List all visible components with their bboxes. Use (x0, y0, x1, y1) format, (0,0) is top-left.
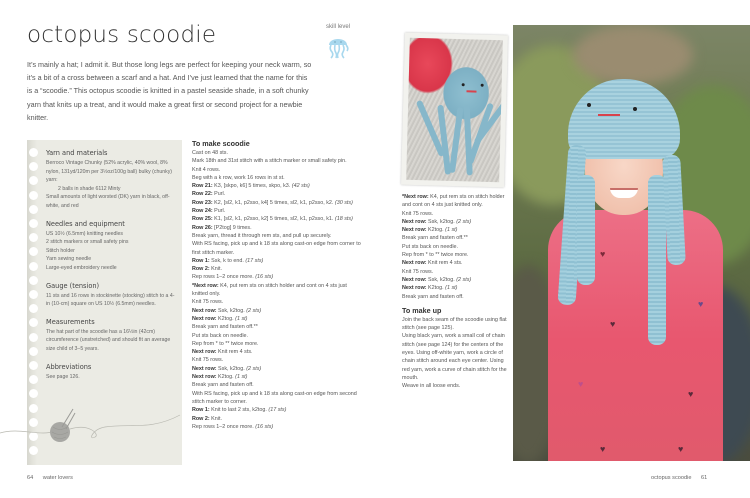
card-line: Large-eyed embroidery needle (46, 264, 117, 271)
pattern-line: Knit 75 rows. (192, 299, 224, 306)
make-up-heading: To make up (402, 305, 442, 315)
card-section-heading: Abbreviations (46, 362, 92, 371)
pattern-line: Next row: K2tog. (1 st) (192, 315, 248, 322)
intro-paragraph: It’s mainly a hat; I admit it. But those long legs are perfect for keeping your neck warm, so it’s a bit of a cross between a scarf and a hat. And I’ve just learned that the name for this is a “scoodie.” This octopus scoodie is knitted in a pastel seaside shade, in a soft chunky yarn that knits up a treat, and it would make a great first or second project for a newbie knitter. (27, 60, 312, 122)
card-line: The hat part of the scoodie has a 16½in (42cm) circumference (unstretched) and should fit an average size child of 3–5 years. (46, 328, 171, 352)
pattern-line: Break yarn and fasten off.** (402, 235, 468, 242)
binding-hole (29, 191, 38, 200)
pattern-line: With RS facing, pick up and k 18 sts along cast-on edge from second stitch marker to corner. (192, 390, 357, 405)
pattern-line: Beg with a k row, work 16 rows in st st. (192, 174, 285, 181)
binding-hole (29, 290, 38, 299)
binding-hole (29, 347, 38, 356)
pattern-line: Row 23: K2, [sl2, k1, p2sso, k4] 5 times, sl2, k1, p2sso, k2. (30 sts) (192, 199, 353, 206)
continued-lines (402, 193, 510, 301)
card-line: Berroco Vintage Chunky (52% acrylic, 40% wool, 8% nylon, 131yd/120m per 3½oz/100g ball) bulky (chunky) yarn: (46, 160, 173, 184)
pattern-line: Row 1: Ssk, k to end. (17 sts) (192, 257, 264, 264)
binding-hole (29, 148, 38, 157)
pattern-line: Put sts back on needle. (192, 332, 249, 339)
materials-content (46, 149, 178, 381)
pattern-line: Knit 75 rows. (192, 357, 224, 364)
left-page-number: 64 (27, 475, 34, 481)
raincoat: ♥ ♥ ♥ ♥ ♥ ♥ ♥ (548, 210, 723, 461)
pattern-line: Knit 75 rows. (402, 268, 434, 275)
knitted-octopus-hat-photo (401, 33, 508, 188)
left-folio (27, 475, 73, 481)
pattern-line: Row 25: K1, [sl2, k1, p2sso, k2] 5 times, sl2, k1, p2sso, k1. (18 sts) (192, 216, 353, 223)
pattern-line: Next row: Knit rem 4 sts. (402, 260, 463, 267)
right-section-name: octopus scoodie (651, 475, 692, 481)
pattern-line: Break yarn and fasten off. (192, 382, 254, 389)
pattern-line: Break yarn and fasten off.** (192, 324, 258, 331)
pattern-line: Rep from * to ** twice more. (402, 252, 469, 259)
instructions-continued-column (402, 193, 510, 391)
pattern-line: Row 21: K3, [skpo, k6] 5 times, skpo, k3. (42 sts) (192, 183, 310, 190)
pattern-line: Row 2: Knit. (192, 415, 222, 422)
pattern-line: Next row: Ssk, k2tog. (2 sts) (192, 365, 262, 372)
pattern-line: Row 22: Purl. (192, 191, 226, 198)
card-line: 2 stitch markers or small safety pins (46, 239, 129, 246)
pattern-line: Next row: Ssk, k2tog. (2 sts) (192, 307, 262, 314)
pattern-line: Rep from * to ** twice more. (192, 340, 259, 347)
card-line: Stitch holder (46, 247, 75, 254)
pattern-line: Knit 4 rows. (192, 166, 221, 173)
skill-level (318, 24, 358, 59)
pattern-line: Row 24: Purl. (192, 208, 226, 215)
pattern-line: Cast on 48 sts. (192, 150, 228, 156)
pattern-line: Next row: K2tog. (1 st) (402, 285, 458, 292)
pattern-line: Break yarn, thread it through rem sts, and pull up securely. (192, 232, 332, 239)
page-title: octopus scoodie (27, 22, 217, 48)
card-section-heading: Needles and equipment (46, 219, 125, 228)
make-up-lines (402, 316, 510, 391)
pattern-line: *Next row: K4, put rem sts on stitch holder and cont on 4 sts just knitted only. (402, 194, 505, 209)
yarn-ball-icon (0, 405, 190, 455)
pattern-line: Rep rows 1–2 once more. (16 sts) (192, 274, 274, 281)
binding-hole (29, 333, 38, 342)
card-line: US 10½ (6.5mm) knitting needles (46, 230, 123, 237)
pattern-line: Next row: K2tog. (1 st) (192, 374, 248, 381)
instructions-lines (192, 149, 364, 431)
left-section-name: water lovers (42, 475, 73, 481)
card-line: See page 126. (46, 373, 80, 380)
pattern-line: Next row: Ssk, k2tog. (2 sts) (402, 218, 472, 225)
card-section-heading: Yarn and materials (46, 149, 108, 157)
make-up-line: Weave in all loose ends. (402, 383, 461, 390)
binding-hole (29, 361, 38, 370)
pattern-line: Row 26: [P2tog] 9 times. (192, 224, 252, 231)
pattern-line: With RS facing, pick up and k 18 sts along cast-on edge from corner to first stitch marker. (192, 241, 361, 256)
pattern-line: *Next row: K4, put rem sts on stitch holder and cont on 4 sts just knitted only. (192, 282, 347, 298)
pattern-line: Put sts back on needle. (402, 243, 459, 250)
child-wearing-scoodie-photo (513, 25, 750, 461)
right-folio (651, 475, 707, 481)
pattern-line: Row 2: Knit. (192, 266, 222, 273)
card-line: Yarn sewing needle (46, 256, 92, 263)
make-up-line: Join the back seam of the scoodie using flat stitch (see page 125). (402, 316, 507, 332)
make-up-line: Using black yarn, work a small coil of chain stitch (see page 124) for the centers of the eyes. Using off-white yarn, work a circle of chain stitch around each eye center. Using red yarn, work a curve of chain stitch for the mouth. (402, 333, 507, 381)
pattern-line: Rep rows 1–2 once more. (16 sts) (192, 423, 274, 430)
pattern-line: Break yarn and fasten off. (402, 293, 464, 300)
skill-level-label: skill level (325, 24, 350, 30)
instructions-column (192, 139, 364, 431)
jellyfish-icon (326, 33, 350, 59)
pattern-line: Next row: K2tog. (1 st) (402, 227, 458, 234)
binding-hole (29, 219, 38, 228)
binding-hole (29, 276, 38, 285)
pattern-line: Mark 18th and 31st stitch with a stitch marker or small safety pin. (192, 158, 347, 165)
card-section-heading: Gauge (tension) (46, 281, 100, 290)
pattern-line: Knit 75 rows. (402, 210, 434, 217)
pattern-line: Next row: Knit rem 4 sts. (192, 349, 253, 356)
card-line: 2 balls in shade 6112 Minty (58, 185, 121, 192)
pattern-line: Next row: Ssk, k2tog. (2 sts) (402, 276, 472, 283)
right-page-number: 61 (701, 475, 708, 481)
pattern-line: Row 1: Knit to last 2 sts, k2tog. (17 sts) (192, 407, 287, 414)
card-line: Small amounts of light worsted (DK) yarn in black, off-white, and red (46, 194, 170, 209)
card-section-heading: Measurements (46, 317, 95, 326)
instructions-heading: To make scoodie (192, 139, 250, 148)
binding-hole (29, 262, 38, 271)
binding-hole (29, 205, 38, 214)
card-line: 11 sts and 16 rows in stockinette (stocking) stitch to a 4-in (10-cm) square on US 10½ (6.5mm) needles. (46, 292, 175, 308)
